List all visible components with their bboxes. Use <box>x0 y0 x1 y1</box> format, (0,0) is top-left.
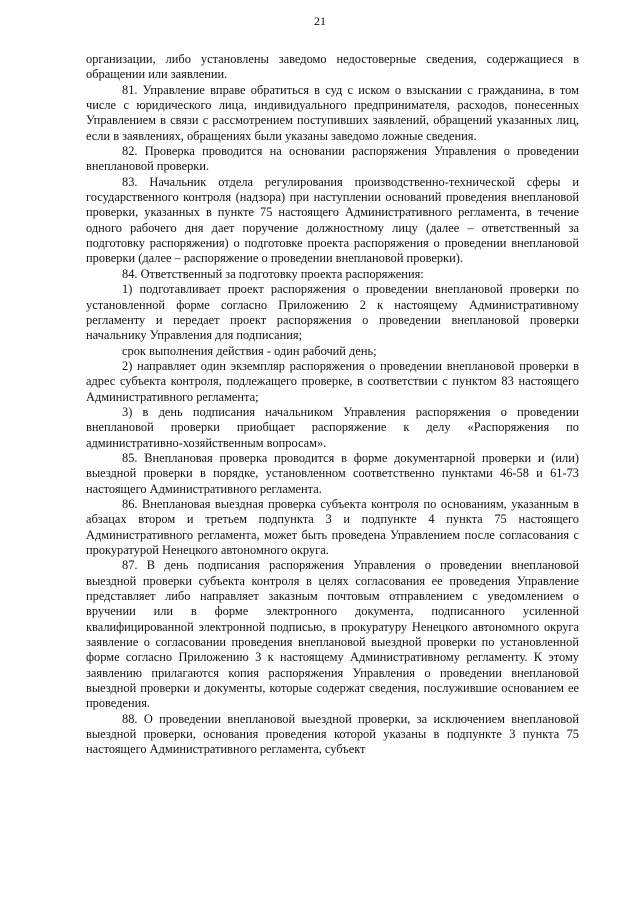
paragraph-86: 86. Внеплановая выездная проверка субъекта контроля по основаниям, указанным в абзацах втором и третьем подпункта 3 и подпункте 4 пункта 75 настоящего Административного регламента, может быть проведена Управлением после согласования с прокуратурой Ненецкого автономного округа. <box>86 496 579 557</box>
page-number: 21 <box>314 14 326 28</box>
paragraph-88: 88. О проведении внеплановой выездной проверки, за исключением внеплановой выездной проверки, основания проведения которой указаны в подпункте 3 пункта 75 настоящего Административного регламента, субъект <box>86 711 579 757</box>
paragraph-85: 85. Внеплановая проверка проводится в форме документарной проверки и (или) выездной проверки в порядке, установленном соответственно пунктами 46-58 и 61-73 настоящего Административного регламента. <box>86 450 579 496</box>
paragraph-84-item-3: 3) в день подписания начальником Управления распоряжения о проведении внеплановой проверки приобщает распоряжение к делу «Распоряжения по административно-хозяйственным вопросам». <box>86 404 579 450</box>
paragraph-82: 82. Проверка проводится на основании распоряжения Управления о проведении внеплановой проверки. <box>86 144 579 174</box>
document-body <box>86 52 579 758</box>
paragraph-83: 83. Начальник отдела регулирования производственно-технической сферы и государственного контроля (надзора) при наступлении оснований проведения внеплановой проверки, указанных в пункте 75 настоящего Административного регламента, в течение одного рабочего дня дает поручение должностному лицу (далее – ответственный за подготовку распоряжения) о подготовке проекта распоряжения о проведении внеплановой проверки (далее – распоряжение о проведении внеплановой проверки). <box>86 174 579 266</box>
paragraph-84-item-1-deadline: срок выполнения действия - один рабочий день; <box>122 343 377 358</box>
paragraph-84: 84. Ответственный за подготовку проекта распоряжения: <box>122 266 424 281</box>
paragraph-81: 81. Управление вправе обратиться в суд с иском о взыскании с гражданина, в том числе с юридического лица, индивидуального предпринимателя, расходов, понесенных Управлением в связи с рассмотрением поступивших заявлений, обращений указанных лиц, если в заявлениях, обращениях были указаны заведомо ложные сведения. <box>86 82 579 143</box>
paragraph-continuation: организации, либо установлены заведомо недостоверные сведения, содержащиеся в обращении или заявлении. <box>86 52 579 82</box>
paragraph-84-item-1: 1) подготавливает проект распоряжения о проведении внеплановой проверки по установленной форме согласно Приложению 2 к настоящему Административному регламенту и передает проект распоряжения о проведении внеплановой проверки начальнику Управления для подписания; <box>86 282 579 343</box>
paragraph-84-item-2: 2) направляет один экземпляр распоряжения о проведении внеплановой проверки в адрес субъекта контроля, подлежащего проверке, в соответствии с пунктом 83 настоящего Административного регламента; <box>86 358 579 404</box>
paragraph-87: 87. В день подписания распоряжения Управления о проведении внеплановой выездной проверки субъекта контроля в целях согласования ее проведения Управление представляет либо направляет заказным почтовым отправлением с уведомлением о вручении или в форме электронного документа, подписанного усиленной квалифицированной электронной подписью, в прокуратуру Ненецкого автономного округа заявление о согласовании проведения внеплановой выездной проверки по установленной форме согласно Приложению 3 к настоящему Административному регламенту. К этому заявлению прилагаются копия распоряжения Управления о проведении внеплановой выездной проверки и документы, которые содержат сведения, послужившие основанием ее проведения. <box>86 558 579 711</box>
